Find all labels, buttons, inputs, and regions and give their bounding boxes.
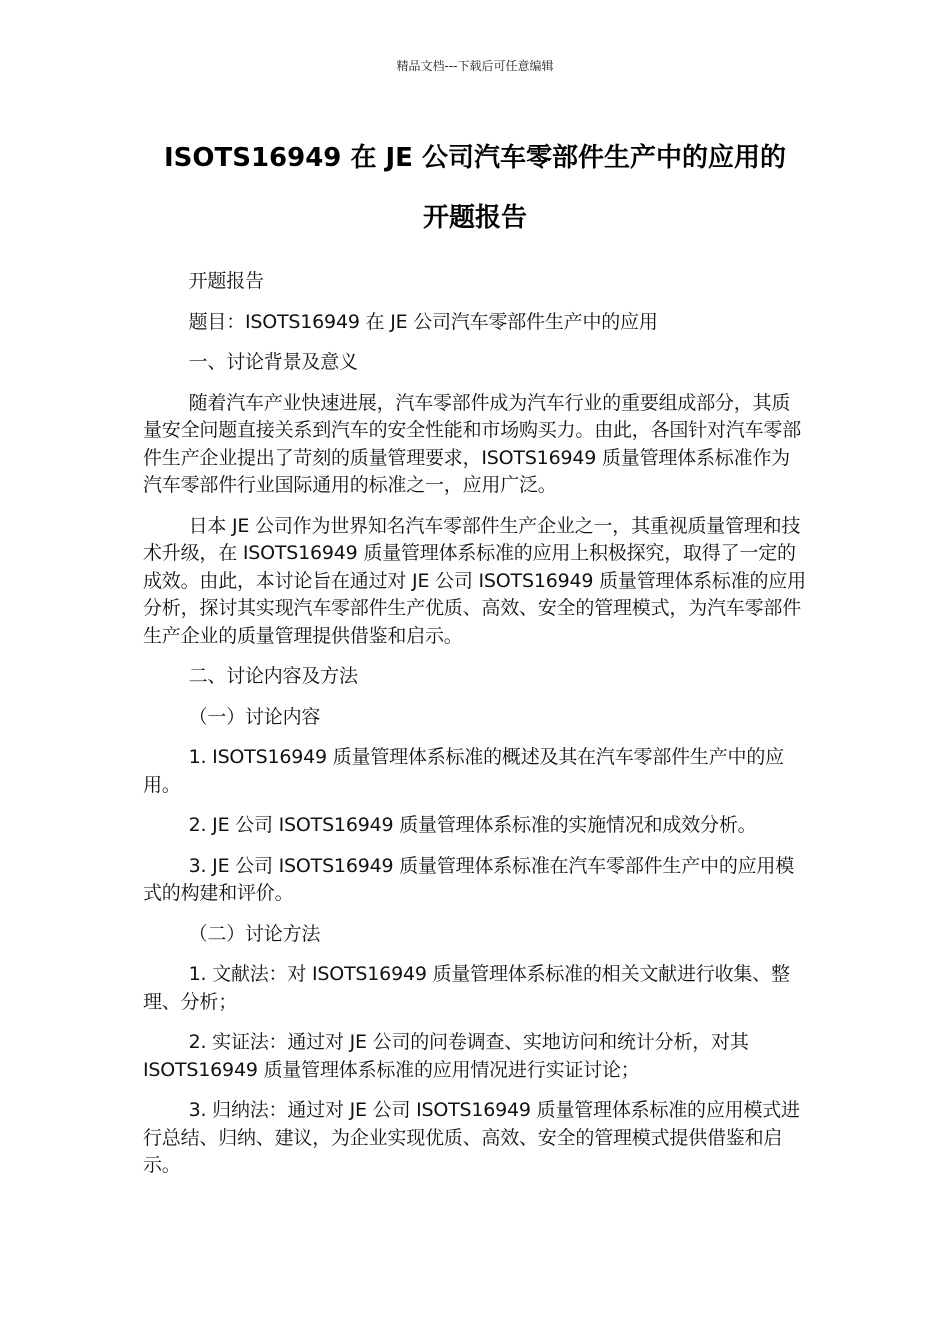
subsection-heading-content: （一）讨论内容 [188,705,321,728]
paragraph-report-label: 开题报告 [188,270,264,292]
section-heading-content-method: 二、讨论内容及方法 [188,665,358,687]
subsection-heading-method: （二）讨论方法 [188,922,321,945]
method-item-3: 3. 归纳法：通过对 JE 公司 ISOTS16949 质量管理体系标准的应用模式进行总结、归纳、建议，为企业实现优质、高效、安全的管理模式提供借鉴和启示。 [143,1099,800,1176]
paragraph-background-1: 随着汽车产业快速进展，汽车零部件成为汽车行业的重要组成部分，其质量安全问题直接关系到汽车的安全性能和市场购买力。由此，各国针对汽车零部件生产企业提出了苛刻的质量管理要求，ISOTS16949 质量管理体系标准作为汽车零部件行业国际通用的标准之一，应用广泛。 [143,391,802,496]
content-item-1: 1. ISOTS16949 质量管理体系标准的概述及其在汽车零部件生产中的应用。 [143,746,784,796]
content-item-2: 2. JE 公司 ISOTS16949 质量管理体系标准的实施情况和成效分析。 [188,814,757,836]
title-line-1: ISOTS16949 在 JE 公司汽车零部件生产中的应用的 [163,143,786,173]
method-item-2: 2. 实证法：通过对 JE 公司的问卷调查、实地访问和统计分析，对其 ISOTS16949 质量管理体系标准的应用情况进行实证讨论； [143,1031,749,1081]
page-header: 精品文档---下载后可任意编辑 [396,59,554,73]
paragraph-topic: 题目：ISOTS16949 在 JE 公司汽车零部件生产中的应用 [188,310,658,333]
paragraph-background-2: 日本 JE 公司作为世界知名汽车零部件生产企业之一，其重视质量管理和技术升级，在 ISOTS16949 质量管理体系标准的应用上积极探究，取得了一定的成效。由此，本讨论旨在通过对 JE 公司 ISOTS16949 质量管理体系标准的应用分析，探讨其实现汽车零部件生产优质、高效、安全的管理模式，为汽车零部件生产企业的质量管理提供借鉴和启示。 [143,514,806,647]
document-title [100,128,850,248]
method-item-1: 1. 文献法：对 ISOTS16949 质量管理体系标准的相关文献进行收集、整理、分析； [143,963,790,1013]
section-heading-background: 一、讨论背景及意义 [188,351,358,373]
content-item-3: 3. JE 公司 ISOTS16949 质量管理体系标准在汽车零部件生产中的应用模式的构建和评价。 [143,854,795,904]
title-line-2: 开题报告 [422,203,527,233]
document-body [143,268,807,1193]
